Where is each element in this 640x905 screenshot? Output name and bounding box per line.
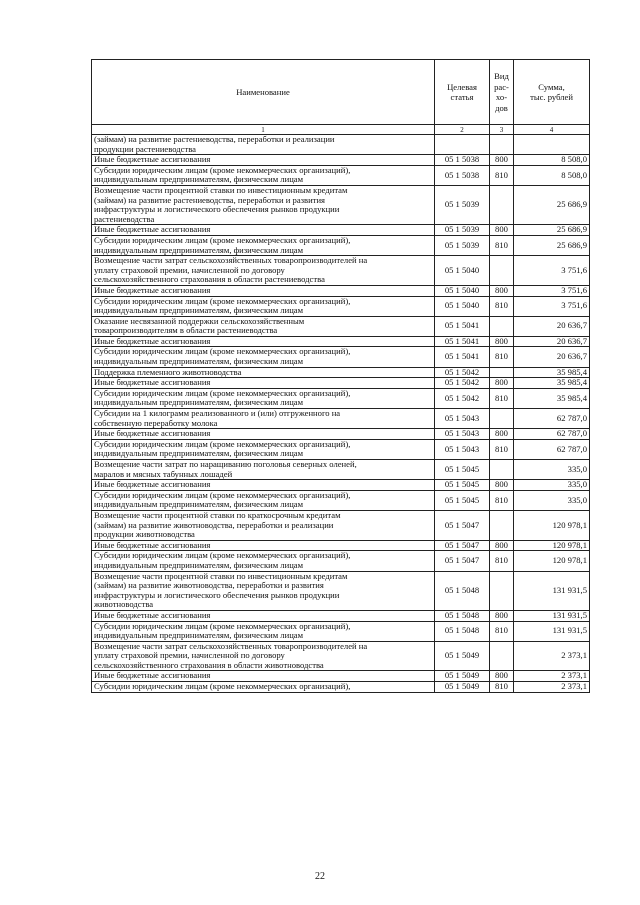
row-expense-type: 810	[490, 165, 514, 185]
row-expense-type	[490, 510, 514, 540]
table-row	[92, 490, 590, 510]
row-name-line: Субсидии юридическим лицам (кроме некоммерческих организаций),	[94, 388, 351, 398]
row-name	[92, 165, 435, 185]
row-expense-type: 800	[490, 610, 514, 621]
row-amount: 25 686,9	[514, 225, 590, 236]
row-name-line: Возмещение части процентной ставки по инвестиционным кредитам	[94, 571, 348, 581]
row-name	[92, 235, 435, 255]
table-row	[92, 460, 590, 480]
row-name-line: Иные бюджетные ассигнования	[94, 479, 211, 490]
row-name-line: Субсидии на 1 килограмм реализованного и (или) отгруженного на	[94, 408, 341, 419]
row-amount: 62 787,0	[514, 409, 590, 429]
row-name-line: животноводства	[94, 599, 154, 610]
row-expense-type: 800	[490, 225, 514, 236]
column-number-row	[92, 125, 590, 135]
row-name-line: (займам) на развитие животноводства, переработки и развития	[94, 580, 324, 591]
row-name-line: уплату страховой премии, начисленной по договору	[94, 650, 285, 661]
row-target-code: 05 1 5047	[435, 540, 490, 551]
row-target-code: 05 1 5040	[435, 296, 490, 316]
budget-table	[91, 59, 590, 693]
row-name-line: индивидуальным предпринимателям, физическим лицам	[94, 630, 304, 641]
table-row	[92, 378, 590, 389]
row-name-line: индивидуальным предпринимателям, физическим лицам	[94, 244, 304, 255]
row-name	[92, 439, 435, 459]
row-expense-type	[490, 256, 514, 286]
row-name-line: Субсидии юридическим лицам (кроме некоммерческих организаций),	[94, 439, 351, 449]
table-row	[92, 621, 590, 641]
row-name-line: Возмещение части процентной ставки по инвестиционным кредитам	[94, 185, 348, 195]
row-target-code: 05 1 5043	[435, 439, 490, 459]
row-expense-type	[490, 460, 514, 480]
row-name-line: Субсидии юридическим лицам (кроме некоммерческих организаций),	[94, 550, 351, 561]
row-expense-type: 810	[490, 551, 514, 571]
row-name-line: Субсидии юридическим лицам (кроме некоммерческих организаций),	[94, 165, 351, 175]
table-row	[92, 165, 590, 185]
table-row	[92, 225, 590, 236]
row-name-line: сельскохозяйственного страхования в области животноводства	[94, 659, 324, 670]
row-name-line: индивидуальным предпринимателям, физическим лицам	[94, 559, 304, 570]
row-name	[92, 409, 435, 429]
header-sum	[514, 60, 590, 125]
row-target-code: 05 1 5049	[435, 671, 490, 682]
row-name	[92, 316, 435, 336]
row-name-line: Иные бюджетные ассигнования	[94, 154, 211, 165]
header-type-line: дов	[495, 102, 508, 113]
row-name-line: (займам) на развитие растениеводства, переработки и развития	[94, 194, 325, 205]
table-row	[92, 439, 590, 459]
header-sum-line: тыс. рублей	[530, 92, 573, 102]
row-amount: 2 373,1	[514, 682, 590, 693]
row-amount: 35 985,4	[514, 378, 590, 389]
row-expense-type: 810	[490, 296, 514, 316]
row-amount: 120 978,1	[514, 540, 590, 551]
row-expense-type: 810	[490, 490, 514, 510]
row-target-code: 05 1 5040	[435, 256, 490, 286]
row-target-code: 05 1 5049	[435, 682, 490, 693]
row-target-code: 05 1 5047	[435, 510, 490, 540]
table-row	[92, 682, 590, 693]
row-name	[92, 510, 435, 540]
row-name-line: (займам) на развитие животноводства, переработки и реализации	[94, 519, 334, 530]
table-row	[92, 641, 590, 671]
table-row	[92, 135, 590, 155]
row-name	[92, 621, 435, 641]
row-name-line: Иные бюджетные ассигнования	[94, 285, 211, 295]
header-code: Целевая статья	[435, 60, 490, 125]
row-name-line: Иные бюджетные ассигнования	[94, 610, 211, 620]
table-row	[92, 540, 590, 551]
row-name-line: индивидуальным предпринимателям, физическим лицам	[94, 305, 304, 316]
row-name-line: индивидуальным предпринимателям, физическим лицам	[94, 356, 304, 367]
row-name-line: Возмещение части затрат сельскохозяйственных товаропроизводителей на	[94, 641, 368, 651]
row-amount: 62 787,0	[514, 429, 590, 440]
row-expense-type: 800	[490, 285, 514, 296]
row-target-code: 05 1 5043	[435, 409, 490, 429]
row-name-line: Субсидии юридическим лицам (кроме некоммерческих организаций),	[94, 621, 351, 631]
row-name	[92, 256, 435, 286]
row-name-line: Субсидии юридическим лицам (кроме некоммерческих организаций),	[94, 681, 351, 692]
row-name-line: Иные бюджетные ассигнования	[94, 670, 211, 681]
row-amount: 20 636,7	[514, 316, 590, 336]
row-target-code: 05 1 5043	[435, 429, 490, 440]
row-expense-type	[490, 571, 514, 610]
header-type	[490, 60, 514, 125]
row-name	[92, 388, 435, 408]
row-expense-type	[490, 367, 514, 378]
table-row	[92, 671, 590, 682]
row-amount: 120 978,1	[514, 510, 590, 540]
row-name	[92, 671, 435, 682]
row-name	[92, 571, 435, 610]
row-name	[92, 285, 435, 296]
row-name-line: (займам) на развитие растениеводства, переработки и реализации	[94, 134, 335, 144]
table-row	[92, 388, 590, 408]
row-amount: 8 508,0	[514, 155, 590, 166]
table-row	[92, 510, 590, 540]
row-expense-type	[490, 641, 514, 671]
row-amount: 3 751,6	[514, 285, 590, 296]
row-name-line: растениеводства	[94, 213, 155, 224]
header-sum-line: Сумма,	[538, 82, 565, 92]
row-target-code: 05 1 5045	[435, 490, 490, 510]
row-amount: 335,0	[514, 480, 590, 491]
page-number: 22	[315, 871, 325, 882]
row-expense-type: 800	[490, 336, 514, 347]
row-name-line: Оказание несвязанной поддержки сельскохозяйственным	[94, 316, 305, 326]
row-amount: 20 636,7	[514, 347, 590, 367]
row-expense-type: 810	[490, 347, 514, 367]
row-name	[92, 296, 435, 316]
row-amount: 335,0	[514, 490, 590, 510]
table-row	[92, 296, 590, 316]
row-name-line: маралов и мясных табунных лошадей	[94, 468, 233, 479]
row-name-line: Субсидии юридическим лицам (кроме некоммерческих организаций),	[94, 296, 351, 306]
row-target-code	[435, 135, 490, 155]
row-name	[92, 429, 435, 440]
row-name	[92, 460, 435, 480]
row-name	[92, 490, 435, 510]
table-row	[92, 551, 590, 571]
row-amount: 25 686,9	[514, 185, 590, 224]
column-number: 3	[490, 125, 514, 135]
header-name: Наименование	[92, 60, 435, 125]
row-name-line: индивидуальным предпринимателям, физическим лицам	[94, 174, 304, 185]
row-amount: 2 373,1	[514, 641, 590, 671]
row-name	[92, 367, 435, 378]
row-amount: 62 787,0	[514, 439, 590, 459]
row-target-code: 05 1 5039	[435, 185, 490, 224]
row-name	[92, 155, 435, 166]
row-name-line: индивидуальным предпринимателям, физическим лицам	[94, 448, 304, 459]
row-target-code: 05 1 5038	[435, 165, 490, 185]
row-amount: 8 508,0	[514, 165, 590, 185]
header-type-line: Вид	[494, 71, 509, 81]
row-name-line: Иные бюджетные ассигнования	[94, 377, 211, 388]
table-row	[92, 185, 590, 224]
row-target-code: 05 1 5048	[435, 610, 490, 621]
table-row	[92, 316, 590, 336]
header-type-line: хо-	[495, 92, 508, 102]
row-target-code: 05 1 5045	[435, 460, 490, 480]
table-row	[92, 235, 590, 255]
row-amount: 35 985,4	[514, 367, 590, 378]
row-target-code: 05 1 5049	[435, 641, 490, 671]
row-name	[92, 135, 435, 155]
table-row	[92, 347, 590, 367]
row-amount: 131 931,5	[514, 610, 590, 621]
row-expense-type: 810	[490, 682, 514, 693]
row-expense-type	[490, 409, 514, 429]
row-target-code: 05 1 5041	[435, 336, 490, 347]
header-type-line: рас-	[494, 81, 509, 92]
row-name	[92, 225, 435, 236]
table-row	[92, 336, 590, 347]
row-name-line: Иные бюджетные ассигнования	[94, 336, 211, 346]
row-amount: 3 751,6	[514, 296, 590, 316]
table-row	[92, 409, 590, 429]
row-name-line: Субсидии юридическим лицам (кроме некоммерческих организаций),	[94, 235, 351, 245]
row-target-code: 05 1 5039	[435, 235, 490, 255]
row-amount: 25 686,9	[514, 235, 590, 255]
row-expense-type: 800	[490, 671, 514, 682]
row-name	[92, 551, 435, 571]
row-name-line: Возмещение части затрат сельскохозяйственных товаропроизводителей на	[94, 255, 368, 266]
row-name-line: Возмещение части процентной ставки по краткосрочным кредитам	[94, 510, 341, 520]
row-name	[92, 336, 435, 347]
row-expense-type	[490, 135, 514, 155]
column-number: 2	[435, 125, 490, 135]
row-target-code: 05 1 5048	[435, 621, 490, 641]
row-name	[92, 347, 435, 367]
row-amount: 335,0	[514, 460, 590, 480]
row-name-line: Поддержка племенного животноводства	[94, 367, 242, 377]
row-name	[92, 641, 435, 671]
row-name-line: Субсидии юридическим лицам (кроме некоммерческих организаций),	[94, 490, 351, 500]
row-amount: 20 636,7	[514, 336, 590, 347]
row-name	[92, 540, 435, 551]
table-row	[92, 155, 590, 166]
table-row	[92, 571, 590, 610]
row-name-line: продукции животноводства	[94, 529, 195, 540]
column-number: 4	[514, 125, 590, 135]
row-target-code: 05 1 5045	[435, 480, 490, 491]
budget-table-body	[92, 60, 590, 693]
row-amount: 131 931,5	[514, 571, 590, 610]
row-target-code: 05 1 5048	[435, 571, 490, 610]
row-amount: 131 931,5	[514, 621, 590, 641]
row-name-line: Иные бюджетные ассигнования	[94, 428, 211, 439]
row-amount: 3 751,6	[514, 256, 590, 286]
row-name-line: инфраструктуры и логистического обеспечения рынков продукции	[94, 204, 340, 215]
row-name-line: собственную переработку молока	[94, 417, 218, 428]
row-expense-type: 800	[490, 540, 514, 551]
column-number: 1	[92, 125, 435, 135]
table-row	[92, 256, 590, 286]
row-amount: 120 978,1	[514, 551, 590, 571]
row-expense-type: 810	[490, 388, 514, 408]
row-name-line: Иные бюджетные ассигнования	[94, 540, 211, 550]
row-target-code: 05 1 5042	[435, 367, 490, 378]
row-expense-type	[490, 185, 514, 224]
row-target-code: 05 1 5040	[435, 285, 490, 296]
row-name-line: уплату страховой премии, начисленной по договору	[94, 264, 285, 275]
row-target-code: 05 1 5042	[435, 378, 490, 389]
row-name-line: Возмещение части затрат по наращиванию поголовья северных оленей,	[94, 459, 357, 469]
row-amount: 2 373,1	[514, 671, 590, 682]
row-name-line: инфраструктуры и логистического обеспечения рынков продукции	[94, 589, 340, 600]
table-header-row	[92, 60, 590, 125]
row-target-code: 05 1 5039	[435, 225, 490, 236]
row-expense-type: 800	[490, 429, 514, 440]
row-name	[92, 185, 435, 224]
row-name-line: Иные бюджетные ассигнования	[94, 224, 211, 235]
table-row	[92, 610, 590, 621]
row-name-line: продукции растениеводства	[94, 143, 196, 154]
row-target-code: 05 1 5042	[435, 388, 490, 408]
row-name-line: товаропроизводителям в области растениеводства	[94, 325, 278, 336]
row-expense-type: 810	[490, 621, 514, 641]
table-row	[92, 367, 590, 378]
row-expense-type: 800	[490, 378, 514, 389]
row-target-code: 05 1 5041	[435, 316, 490, 336]
row-name-line: сельскохозяйственного страхования в области растениеводства	[94, 274, 325, 285]
row-amount	[514, 135, 590, 155]
row-expense-type: 800	[490, 480, 514, 491]
row-target-code: 05 1 5038	[435, 155, 490, 166]
table-row	[92, 480, 590, 491]
table-row	[92, 429, 590, 440]
row-name-line: индивидуальным предпринимателям, физическим лицам	[94, 397, 304, 408]
row-expense-type: 810	[490, 439, 514, 459]
table-row	[92, 285, 590, 296]
row-name	[92, 610, 435, 621]
row-amount: 35 985,4	[514, 388, 590, 408]
row-expense-type: 810	[490, 235, 514, 255]
row-name	[92, 378, 435, 389]
row-name-line: индивидуальным предпринимателям, физическим лицам	[94, 499, 304, 510]
row-target-code: 05 1 5047	[435, 551, 490, 571]
row-target-code: 05 1 5041	[435, 347, 490, 367]
row-name	[92, 480, 435, 491]
row-expense-type	[490, 316, 514, 336]
row-expense-type: 800	[490, 155, 514, 166]
row-name	[92, 682, 435, 693]
row-name-line: Субсидии юридическим лицам (кроме некоммерческих организаций),	[94, 346, 351, 357]
